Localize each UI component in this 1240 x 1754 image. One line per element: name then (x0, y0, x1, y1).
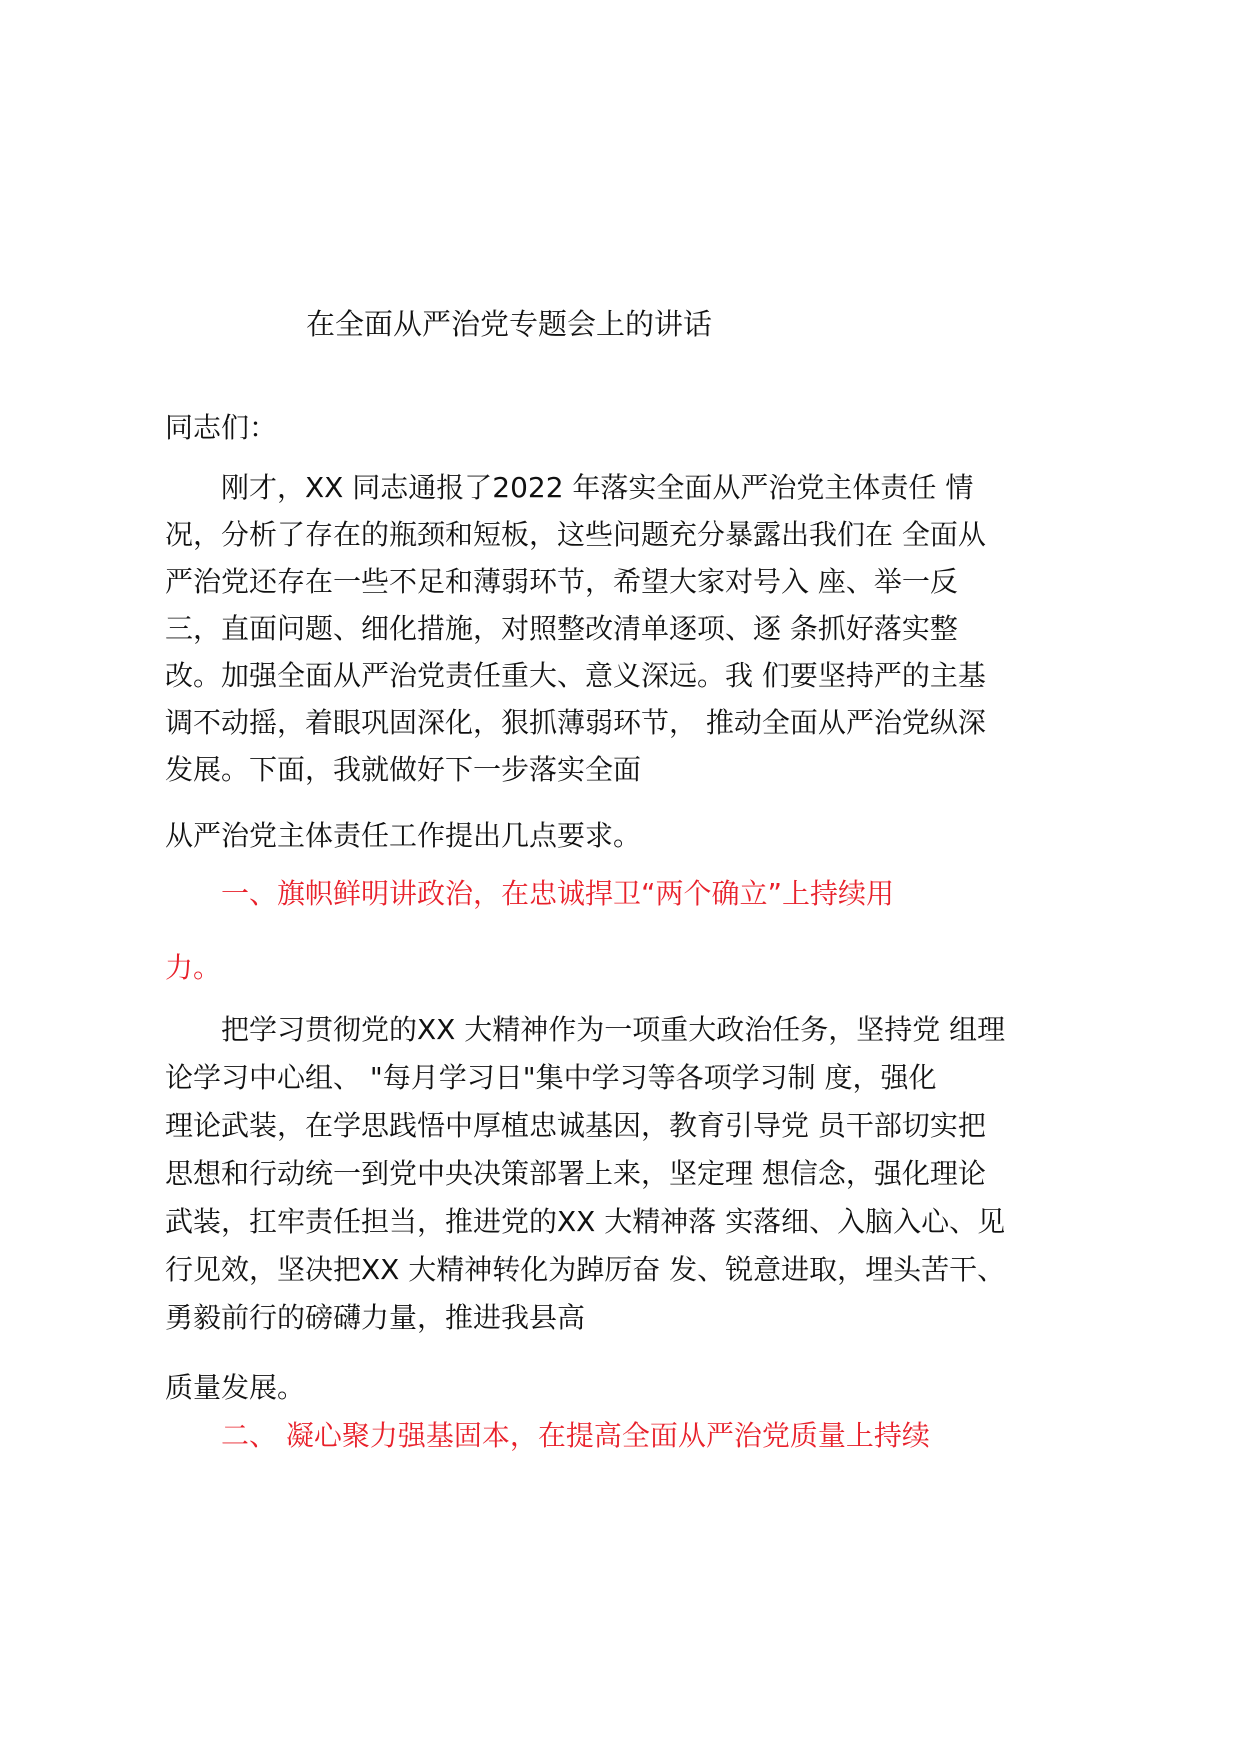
paragraph2-line: 质量发展。 (165, 1371, 306, 1404)
paragraph2-line: 论学习中心组、 "每月学习日"集中学习等各项学习制 度，强化 (165, 1061, 937, 1094)
paragraph2-line: 把学习贯彻党的XX 大精神作为一项重大政治任务，坚持党 组理 (165, 1013, 1006, 1046)
paragraph2-line: 思想和行动统一到党中央决策部署上来，坚定理 想信念，强化理论 (165, 1157, 986, 1190)
paragraph2-line: 理论武装，在学思践悟中厚植忠诚基因，教育引导党 员干部切实把 (165, 1109, 986, 1142)
salutation: 同志们： (165, 411, 278, 444)
paragraph1-line: 刚才，XX 同志通报了2022 年落实全面从严治党主体责任 情 (165, 471, 974, 504)
paragraph2-line: 武装，扛牢责任担当，推进党的XX 大精神落 实落细、入脑入心、见 (165, 1205, 1006, 1238)
section-heading-1: 一、旗帜鲜明讲政治，在忠诚捍卫“两个确立”上持续用 (165, 877, 895, 910)
paragraph2-line: 勇毅前行的磅礴力量，推进我县高 (165, 1301, 586, 1334)
paragraph2-line: 行见效，坚决把XX 大精神转化为踔厉奋 发、锐意进取，埋头苦干、 (165, 1253, 1006, 1286)
paragraph1-line: 改。加强全面从严治党责任重大、意义深远。我 们要坚持严的主基 (165, 659, 986, 692)
paragraph1-line: 三，直面问题、细化措施，对照整改清单逐项、逐 条抓好落实整 (165, 612, 958, 645)
paragraph1-line: 严治党还存在一些不足和薄弱环节，希望大家对号入 座、举一反 (165, 565, 958, 598)
paragraph1-line: 调不动摇，着眼巩固深化，狠抓薄弱环节， 推动全面从严治党纵深 (165, 706, 986, 739)
paragraph1-line: 发展。下面，我就做好下一步落实全面 (165, 753, 642, 786)
document-title: 在全面从严治党专题会上的讲话 (306, 307, 713, 341)
paragraph1-line: 从严治党主体责任工作提出几点要求。 (165, 819, 642, 852)
paragraph1-line: 况，分析了存在的瓶颈和短板，这些问题充分暴露出我们在 全面从 (165, 518, 986, 551)
section-heading-1-cont: 力。 (165, 951, 222, 984)
section-heading-2: 二、 凝心聚力强基固本，在提高全面从严治党质量上持续 (165, 1419, 930, 1452)
